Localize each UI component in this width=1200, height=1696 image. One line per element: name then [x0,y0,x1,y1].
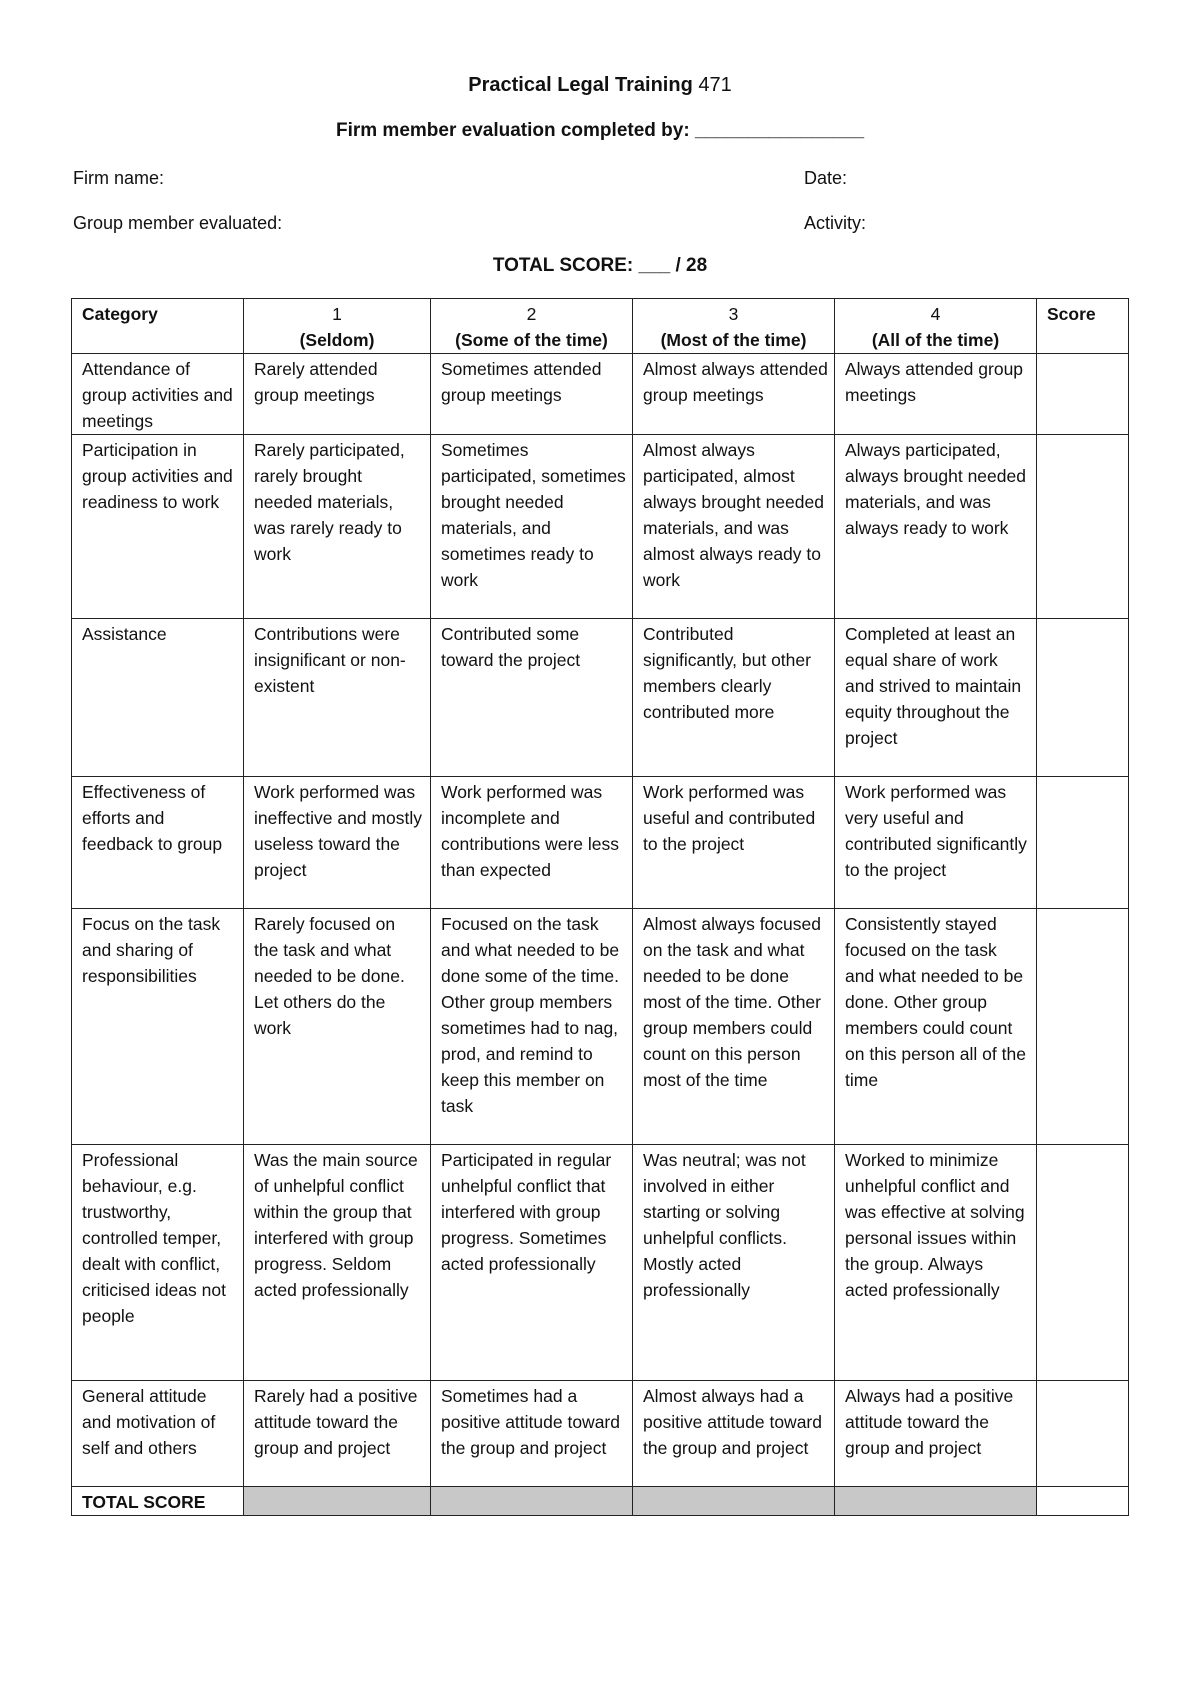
category-cell: Assistance [72,619,244,777]
level-4-cell: Completed at least an equal share of work and strived to maintain equity throughout the project [835,619,1037,777]
category-cell: Participation in group activities and readiness to work [72,435,244,619]
group-member-label: Group member evaluated: [73,213,283,233]
level-1-cell: Rarely focused on the task and what needed to be done. Let others do the work [244,909,431,1145]
score-cell[interactable] [1037,435,1129,619]
level-2-cell: Contributed some toward the project [431,619,633,777]
level-2-cell: Sometimes participated, sometimes brought needed materials, and sometimes ready to work [431,435,633,619]
score-cell[interactable] [1037,1381,1129,1487]
table-row [72,619,1129,777]
level-4-cell: Worked to minimize unhelpful conflict and was effective at solving personal issues within the group. Always acted professionally [835,1145,1037,1381]
firm-name-label: Firm name: [73,168,165,188]
table-row [72,435,1129,619]
level-2-cell: Focused on the task and what needed to be done some of the time. Other group members sometimes had to nag, prod, and remind to keep this member on task [431,909,633,1145]
level-2-cell: Work performed was incomplete and contributions were less than expected [431,777,633,909]
column-header-category: Category [72,299,244,354]
column-header-level-4: 4 (All of the time) [835,299,1037,354]
level-3-cell: Contributed significantly, but other members clearly contributed more [633,619,835,777]
column-header-level-3: 3 (Most of the time) [633,299,835,354]
table-row [72,1381,1129,1487]
level-4-cell: Consistently stayed focused on the task and what needed to be done. Other group members could count on this person all of the time [835,909,1037,1145]
column-header-score: Score [1037,299,1129,354]
level-3-cell: Almost always focused on the task and what needed to be done most of the time. Other group members could count on this person most of the time [633,909,835,1145]
table-row [72,1145,1129,1381]
total-score-line: TOTAL SCORE: ___ / 28 [492,255,708,276]
score-cell[interactable] [1037,777,1129,909]
shaded-cell [633,1487,835,1516]
level-3-cell: Almost always participated, almost always brought needed materials, and was almost always ready to work [633,435,835,619]
shaded-cell [431,1487,633,1516]
score-cell[interactable] [1037,354,1129,435]
level-1-cell: Was the main source of unhelpful conflict within the group that interfered with group progress. Seldom acted professionally [244,1145,431,1381]
score-cell[interactable] [1037,909,1129,1145]
document-title [0,74,1200,97]
total-score-label: TOTAL SCORE [72,1487,244,1516]
table-row [72,777,1129,909]
title-text: Practical Legal Training [468,74,693,96]
level-1-cell: Contributions were insignificant or non-existent [244,619,431,777]
total-score-cell[interactable] [1037,1487,1129,1516]
score-cell[interactable] [1037,619,1129,777]
evaluation-completed-by: Firm member evaluation completed by: ________________ [335,120,865,141]
category-cell: Professional behaviour, e.g. trustworthy, controlled temper, dealt with conflict, criticised ideas not people [72,1145,244,1381]
activity-label: Activity: [804,213,867,233]
date-label: Date: [804,168,848,188]
shaded-cell [835,1487,1037,1516]
course-number: 471 [698,74,732,96]
table-row [72,354,1129,435]
category-cell: Focus on the task and sharing of responsibilities [72,909,244,1145]
evaluation-rubric-table [71,298,1129,1516]
category-cell: Effectiveness of efforts and feedback to group [72,777,244,909]
level-2-cell: Sometimes attended group meetings [431,354,633,435]
table-header-row [72,299,1129,354]
level-4-cell: Always participated, always brought needed materials, and was always ready to work [835,435,1037,619]
shaded-cell [244,1487,431,1516]
level-4-cell: Always had a positive attitude toward the group and project [835,1381,1037,1487]
category-cell: General attitude and motivation of self and others [72,1381,244,1487]
level-1-cell: Work performed was ineffective and mostly useless toward the project [244,777,431,909]
table-row [72,909,1129,1145]
level-4-cell: Work performed was very useful and contributed significantly to the project [835,777,1037,909]
level-2-cell: Sometimes had a positive attitude toward the group and project [431,1381,633,1487]
level-1-cell: Rarely participated, rarely brought needed materials, was rarely ready to work [244,435,431,619]
level-1-cell: Rarely attended group meetings [244,354,431,435]
column-header-level-1: 1 (Seldom) [244,299,431,354]
level-1-cell: Rarely had a positive attitude toward the group and project [244,1381,431,1487]
level-3-cell: Work performed was useful and contributed to the project [633,777,835,909]
column-header-level-2: 2 (Some of the time) [431,299,633,354]
category-cell: Attendance of group activities and meetings [72,354,244,435]
level-2-cell: Participated in regular unhelpful conflict that interfered with group progress. Sometimes acted professionally [431,1145,633,1381]
level-3-cell: Was neutral; was not involved in either starting or solving unhelpful conflicts. Mostly acted professionally [633,1145,835,1381]
level-3-cell: Almost always had a positive attitude toward the group and project [633,1381,835,1487]
score-cell[interactable] [1037,1145,1129,1381]
level-3-cell: Almost always attended group meetings [633,354,835,435]
level-4-cell: Always attended group meetings [835,354,1037,435]
total-score-row [72,1487,1129,1516]
